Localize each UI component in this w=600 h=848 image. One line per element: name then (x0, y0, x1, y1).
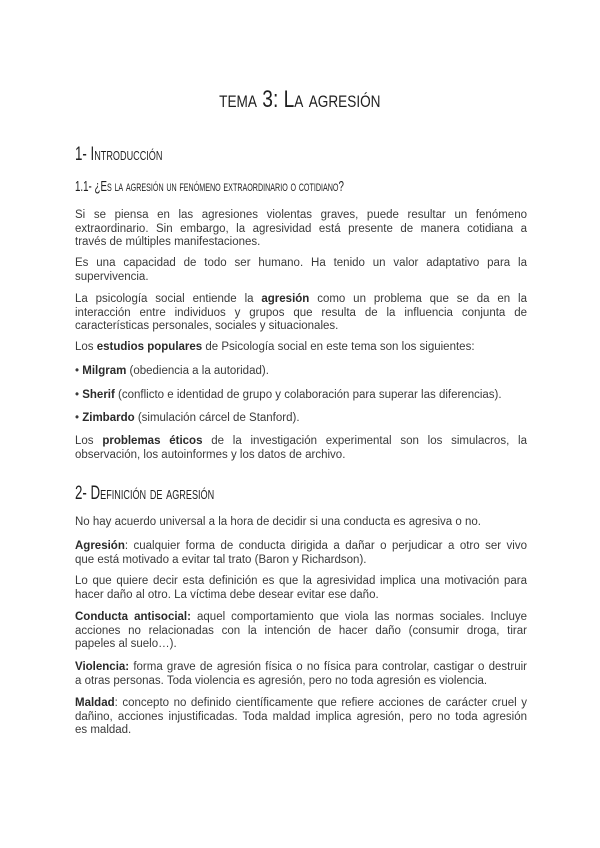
text-run: aquel comportamiento que viola las normas sociales. Incluye (190, 611, 527, 623)
bold-term-estudios-populares: estudios populares (96, 341, 203, 353)
text-run: Si se piensa en las agresiones violentas graves, puede resultar un fenómeno (75, 209, 527, 221)
text-run: Lo que quiere decir esta definición es que la agresividad implica una motivación para (75, 575, 527, 587)
text-line (75, 516, 527, 530)
list-item-zimbardo (75, 412, 527, 426)
text-run: (obediencia a la autoridad). (126, 365, 269, 377)
text-run: características personales, sociales y situacionales. (75, 320, 339, 332)
text-run: extraordinario. Sin embargo, la agresividad está presente de manera cotidiana a (75, 222, 527, 235)
bullet-marker: • (75, 412, 83, 424)
text-run: acciones no relacionadas con la intención de hacer daño (consumir droga, tirar (75, 624, 527, 637)
text-line (75, 711, 527, 725)
text-line (75, 554, 527, 568)
document-title (0, 86, 600, 114)
text-run: : cualquier forma de conducta dirigida a dañar o perjudicar a otro ser vivo (124, 540, 527, 552)
text-line (75, 341, 527, 355)
text-line (75, 449, 527, 463)
bold-term-milgram: Milgram (82, 365, 127, 377)
text-line (75, 236, 527, 250)
paragraph-intro-1 (75, 209, 527, 250)
text-line (75, 575, 527, 589)
text-run: de Psicología social en este tema son los siguientes: (202, 341, 475, 353)
text-line (75, 435, 527, 449)
bold-term-problemas-eticos: problemas éticos (102, 435, 203, 447)
definition-conducta-antisocial (75, 611, 527, 652)
subsection-heading-1-1: 1.1- ¿Es la agresión un fenómeno extraordinario o cotidiano? (75, 178, 344, 195)
text-line (75, 697, 527, 711)
text-run: supervivencia. (75, 270, 149, 283)
text-run: hacer daño al otro. La víctima debe desear evitar ese daño. (75, 588, 379, 601)
paragraph-intro-5 (75, 435, 527, 462)
text-run: No hay acuerdo universal a la hora de decidir si una conducta es agresiva o no. (75, 516, 481, 528)
text-run: papeles al suelo…). (75, 638, 177, 650)
text-line (75, 412, 527, 426)
text-run: Es una capacidad de todo ser humano. Ha tenido un valor adaptativo para la (75, 257, 527, 269)
paragraph-def-1 (75, 516, 527, 530)
bold-term-agresion: agresión (261, 293, 310, 305)
definition-violencia (75, 661, 527, 688)
text-line (75, 611, 527, 625)
text-run: : concepto no definido científicamente que refiere acciones de carácter cruel y (114, 697, 527, 709)
paragraph-intro-4 (75, 341, 527, 355)
bullet-marker: • (75, 365, 83, 377)
text-line (75, 589, 527, 603)
text-line (75, 661, 527, 675)
bold-term-zimbardo: Zimbardo (82, 412, 135, 424)
document-title-text: tema 3: La agresión (219, 86, 381, 113)
text-run: de la investigación experimental son los simulacros, la (202, 435, 527, 447)
text-line (75, 293, 527, 307)
paragraph-intro-2 (75, 257, 527, 284)
text-run: Los (75, 435, 103, 447)
text-run: (conflicto e identidad de grupo y colaboración para superar las diferencias). (114, 389, 502, 401)
text-line (75, 625, 527, 639)
text-run: observación, los autoinformes y los datos de archivo. (75, 448, 346, 461)
text-line (75, 540, 527, 554)
list-item-milgram (75, 365, 527, 379)
definition-maldad (75, 697, 527, 738)
bold-term-sherif: Sherif (82, 389, 115, 401)
paragraph-def-explanation (75, 575, 527, 602)
text-line (75, 257, 527, 271)
text-line (75, 307, 527, 321)
text-line (75, 389, 527, 403)
text-line (75, 365, 527, 379)
text-run: La psicología social entiende la (75, 293, 262, 305)
bold-term-agresion-def: Agresión (75, 540, 125, 552)
paragraph-intro-3 (75, 293, 527, 334)
text-run: través de múltiples manifestaciones. (75, 236, 261, 248)
text-run: dañino, acciones injustificadas. Toda maldad implica agresión, pero no toda agresión (75, 710, 527, 723)
text-run: (simulación cárcel de Stanford). (134, 412, 300, 424)
text-run: a otras personas. Toda violencia es agresión, pero no toda agresión es violencia. (75, 674, 488, 687)
text-run: como un problema que se da en la (309, 293, 527, 305)
section-heading-definicion: 2- Definición de agresión (75, 483, 215, 504)
text-line (75, 320, 527, 334)
text-line (75, 271, 527, 285)
text-run: es maldad. (75, 724, 132, 736)
text-line (75, 223, 527, 237)
text-run: interacción entre individuos y grupos que resulta de la influencia conjunta de (75, 306, 527, 319)
bold-term-maldad: Maldad (75, 697, 115, 709)
text-line (75, 675, 527, 689)
list-item-sherif (75, 389, 527, 403)
section-heading-introduccion: 1- Introducción (75, 144, 163, 165)
definition-agresion (75, 540, 527, 567)
text-line (75, 724, 527, 738)
text-run: forma grave de agresión física o no física para controlar, castigar o destruir (129, 661, 527, 673)
bold-term-violencia: Violencia: (75, 661, 130, 673)
bold-term-conducta-antisocial: Conducta antisocial: (75, 611, 191, 623)
text-line (75, 209, 527, 223)
text-run: Los (75, 341, 97, 353)
bullet-marker: • (75, 389, 83, 401)
text-run: que está motivado a evitar tal trato (Baron y Richardson). (75, 553, 367, 566)
text-line (75, 638, 527, 652)
